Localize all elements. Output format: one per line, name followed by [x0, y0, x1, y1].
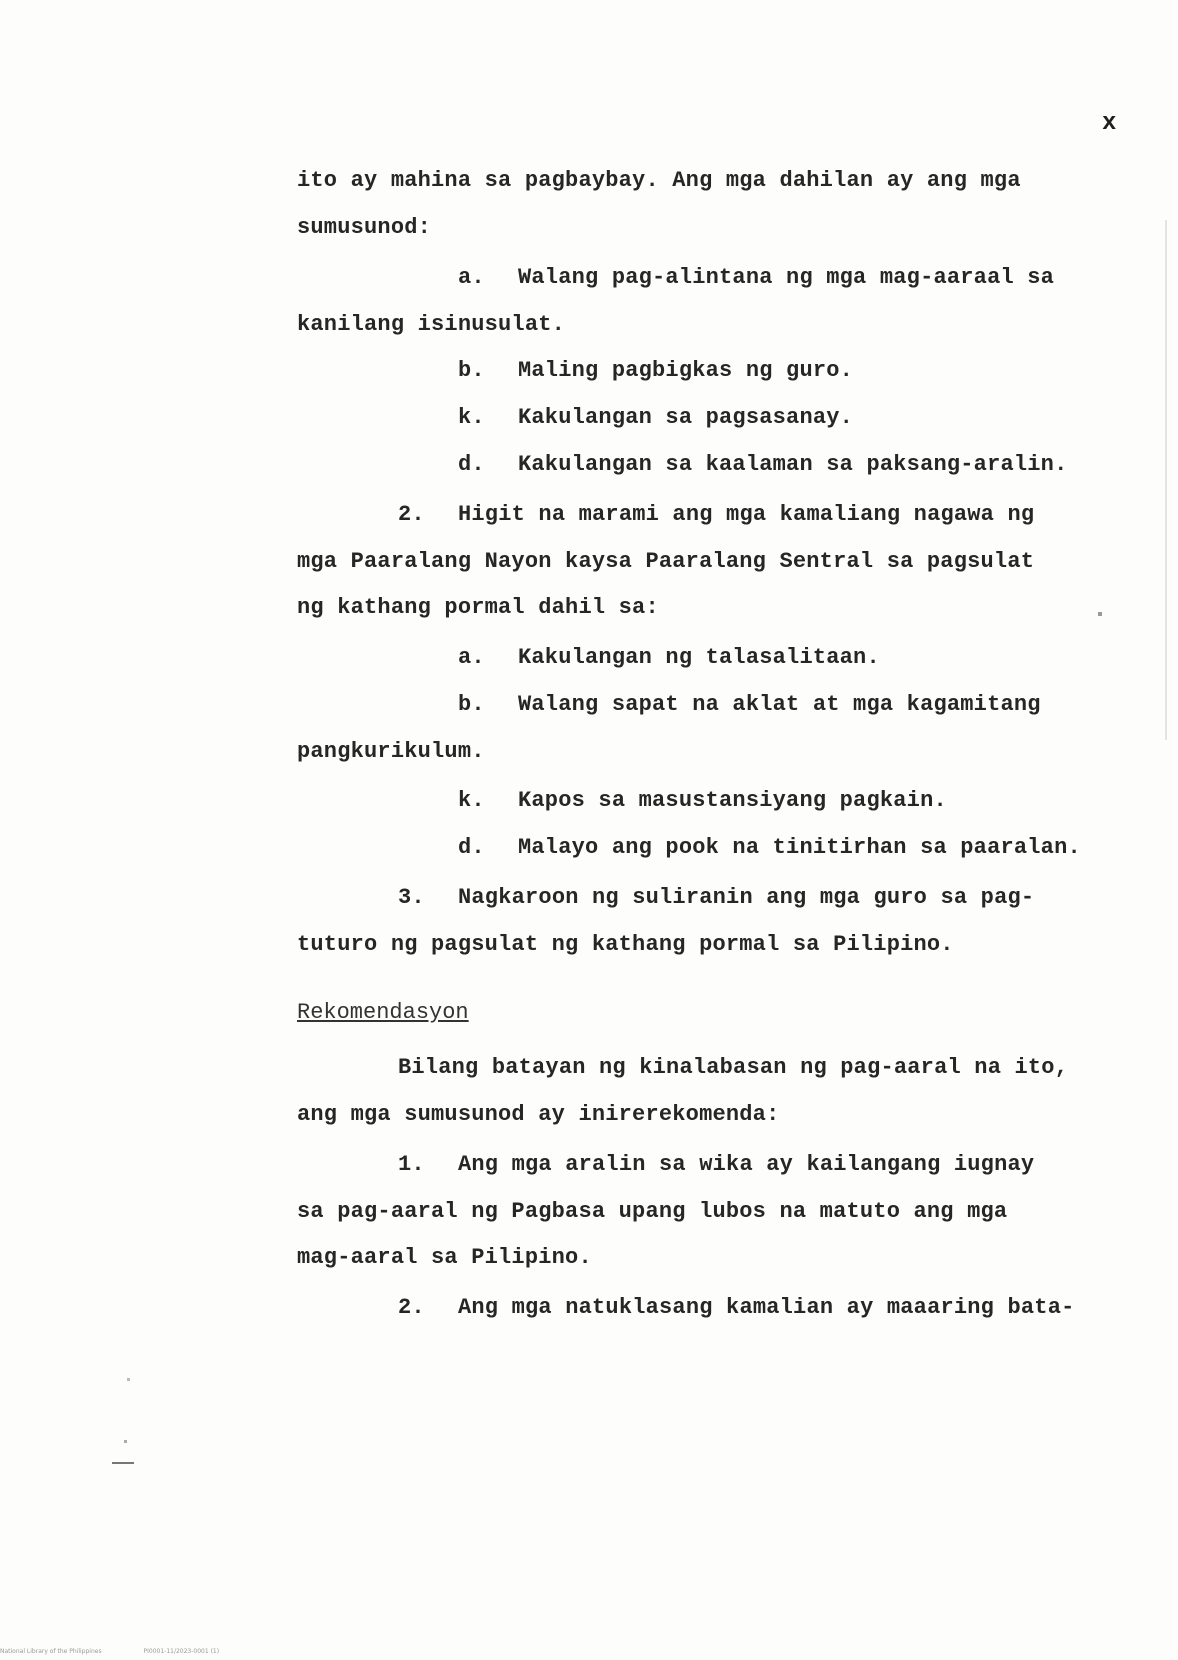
list-marker: 3. [398, 885, 425, 910]
list-item-text: Kapos sa masustansiyang pagkain. [518, 788, 947, 813]
scan-dot [1098, 612, 1102, 616]
body-line: tuturo ng pagsulat ng kathang pormal sa Pilipino. [297, 932, 954, 957]
body-line: mga Paaralang Nayon kaysa Paaralang Sentral sa pagsulat [297, 549, 1035, 574]
list-marker: d. [458, 452, 485, 477]
scan-dot [124, 1440, 127, 1443]
list-item-r1 [398, 1152, 1034, 1177]
list-item-a2 [458, 645, 880, 670]
footer-right: PI0001-11/2023-0001 (1) [143, 1648, 220, 1655]
list-marker: a. [458, 645, 485, 670]
list-item-k1 [458, 405, 853, 430]
list-item-text: Walang sapat na aklat at mga kagamitang [518, 692, 1041, 717]
list-marker: b. [458, 692, 485, 717]
list-item-text: Kakulangan ng talasalitaan. [518, 645, 880, 670]
body-line: sumusunod: [297, 215, 432, 240]
list-marker: k. [458, 788, 485, 813]
list-item-b1 [458, 358, 853, 383]
list-marker: b. [458, 358, 485, 383]
scan-edge-mark [1165, 220, 1167, 740]
list-item-k2 [458, 788, 947, 813]
footer-left: National Library of the Philippines [0, 1648, 102, 1655]
body-line: mag-aaral sa Pilipino. [297, 1245, 592, 1270]
list-item-text: Higit na marami ang mga kamaliang nagawa ng [458, 502, 1035, 527]
scan-smudge [112, 1462, 134, 1464]
list-item-text: Kakulangan sa pagsasanay. [518, 405, 854, 430]
list-marker: d. [458, 835, 485, 860]
body-line: Bilang batayan ng kinalabasan ng pag-aaral na ito, [398, 1055, 1069, 1080]
scan-dot [127, 1378, 130, 1381]
list-item-r2 [398, 1295, 1075, 1320]
page-number: x [1102, 110, 1117, 137]
body-line: ito ay mahina sa pagbaybay. Ang mga dahilan ay ang mga [297, 168, 1021, 193]
list-item-text: Kakulangan sa kaalaman sa paksang-aralin. [518, 452, 1068, 477]
body-line: kanilang isinusulat. [297, 312, 566, 337]
body-line: pangkurikulum. [297, 739, 485, 764]
body-line: sa pag-aaral ng Pagbasa upang lubos na matuto ang mga [297, 1199, 1008, 1224]
section-heading: Rekomendasyon [297, 1000, 469, 1025]
list-item-a1 [458, 265, 1054, 290]
list-item-3 [398, 885, 1034, 910]
list-item-d2 [458, 835, 1081, 860]
list-marker: k. [458, 405, 485, 430]
list-item-text: Malayo ang pook na tinitirhan sa paaralan. [518, 835, 1081, 860]
body-line: ng kathang pormal dahil sa: [297, 595, 659, 620]
list-item-text: Maling pagbigkas ng guro. [518, 358, 854, 383]
list-marker: 1. [398, 1152, 425, 1177]
list-marker: 2. [398, 502, 425, 527]
scan-footer [0, 1648, 259, 1655]
list-item-text: Ang mga natuklasang kamalian ay maaaring bata- [458, 1295, 1075, 1320]
list-item-2 [398, 502, 1034, 527]
list-item-b2 [458, 692, 1041, 717]
list-item-text: Nagkaroon ng suliranin ang mga guro sa pag- [458, 885, 1035, 910]
body-line: ang mga sumusunod ay inirerekomenda: [297, 1102, 780, 1127]
list-marker: 2. [398, 1295, 425, 1320]
list-item-text: Ang mga aralin sa wika ay kailangang iugnay [458, 1152, 1035, 1177]
list-item-d1 [458, 452, 1068, 477]
list-item-text: Walang pag-alintana ng mga mag-aaraal sa [518, 265, 1055, 290]
list-marker: a. [458, 265, 485, 290]
